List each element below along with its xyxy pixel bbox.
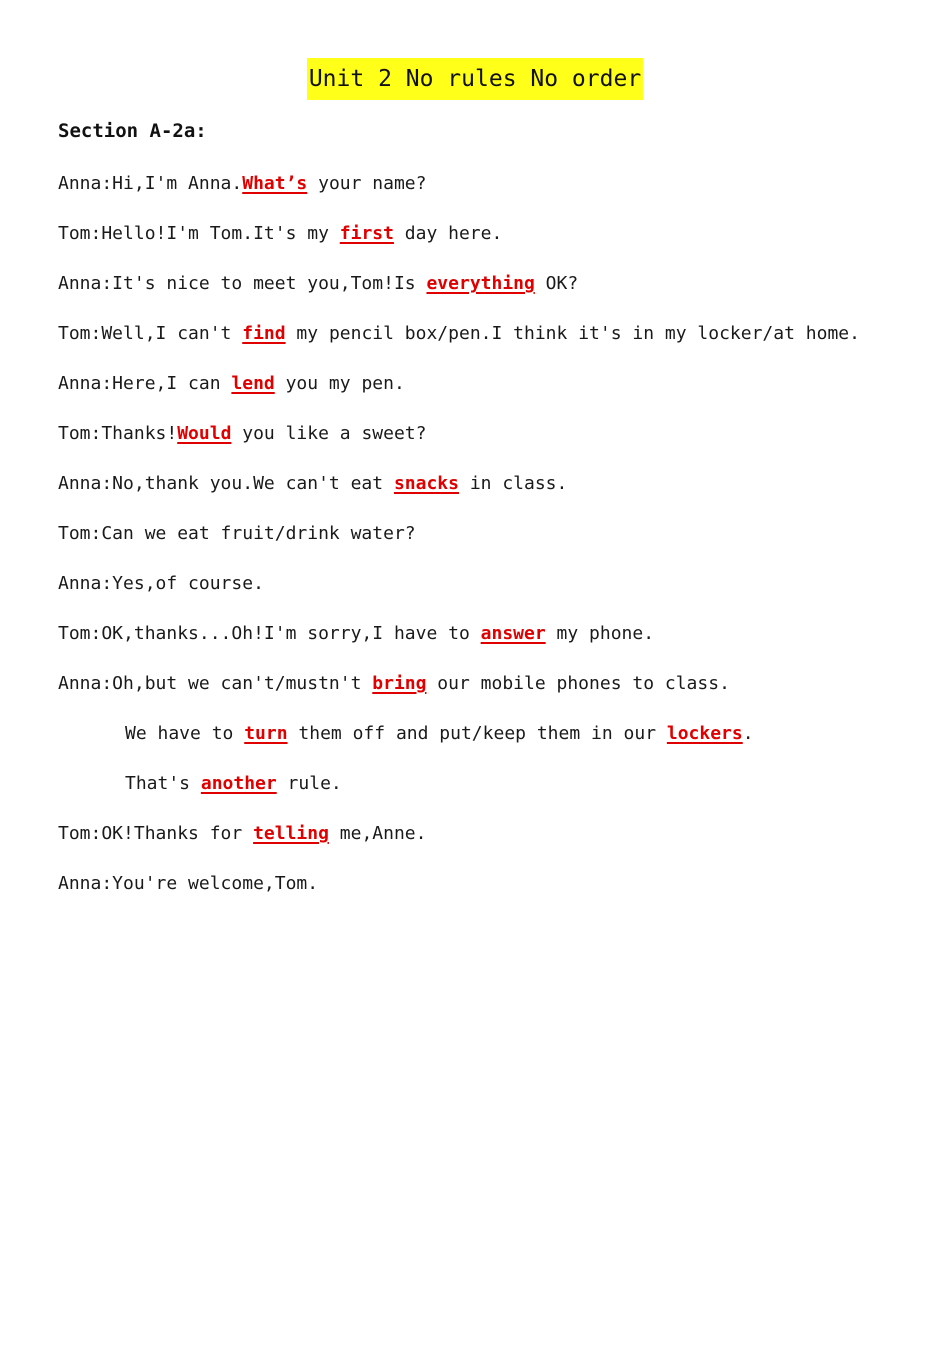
line-text: OK? [534,273,579,294]
dialogue-line [58,459,938,509]
dialogue-line [58,859,938,909]
answer-word: What’s [242,173,308,194]
answer-word: Would [177,423,232,444]
dialogue-line [58,759,938,809]
line-text: in class. [458,473,568,494]
line-text: Anna:Yes,of course. [58,573,264,594]
line-text: Tom:OK,thanks...Oh!I'm sorry,I have to [58,623,481,644]
line-text: Tom:Hello!I'm Tom.It's my [58,223,340,244]
line-text: . [742,723,754,744]
line-text: rule. [276,773,342,794]
line-text: Tom:Thanks! [58,423,178,444]
answer-word: everything [426,273,535,294]
line-text: Tom:Well,I can't [58,323,243,344]
page-title: Unit 2 No rules No order [307,58,643,100]
answer-word: turn [244,723,288,744]
line-text: Tom:Can we eat fruit/drink water? [58,523,416,544]
line-text: Anna:You're welcome,Tom. [58,873,319,894]
line-text: Anna:Oh,but we can't/mustn't [58,673,373,694]
line-text: you my pen. [274,373,405,394]
dialogue-line [58,209,938,259]
line-text: my pencil box/pen.I think it's in my locker/at home. [285,323,860,344]
answer-word: bring [372,673,427,694]
answer-word: find [242,323,286,344]
line-text: day here. [393,223,503,244]
dialogue-line [58,259,938,309]
line-text: my phone. [545,623,655,644]
answer-word: lend [231,373,275,394]
line-text: We have to [125,723,245,744]
dialogue-line [58,509,938,559]
answer-word: answer [480,623,546,644]
line-text: Anna:No,thank you.We can't eat [58,473,394,494]
line-text: Anna:It's nice to meet you,Tom!Is [58,273,427,294]
answer-word: snacks [393,473,459,494]
dialogue-line [58,609,938,659]
dialogue-line [58,809,938,859]
dialogue-line [58,559,938,609]
answer-word: lockers [666,723,743,744]
dialogue-line [58,159,938,209]
dialogue-line [58,659,938,709]
line-text: you like a sweet? [231,423,427,444]
line-text: Anna:Hi,I'm Anna. [58,173,243,194]
line-text: me,Anne. [328,823,427,844]
section-heading: Section A-2a: [58,120,207,142]
line-text: That's [125,773,201,794]
dialogue-line [58,409,938,459]
line-text: Tom:OK!Thanks for [58,823,254,844]
dialogue-line [58,709,938,759]
line-text: them off and put/keep them in our [287,723,667,744]
line-text: Anna:Here,I can [58,373,232,394]
answer-word: first [339,223,394,244]
dialogue-line [58,359,938,409]
line-text: our mobile phones to class. [426,673,730,694]
line-text: your name? [307,173,427,194]
title-container [0,58,950,100]
answer-word: telling [253,823,329,844]
dialogue-line [58,309,938,359]
answer-word: another [200,773,277,794]
dialogue-body [58,159,938,909]
